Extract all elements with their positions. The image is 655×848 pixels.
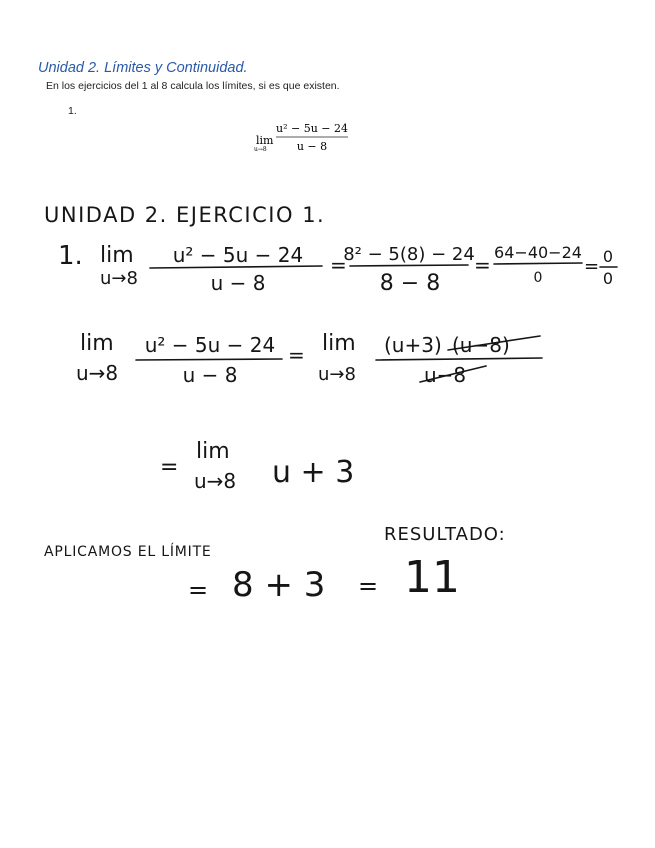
typeset-limit-expression	[250, 118, 360, 158]
hw-line3-lim: lim	[196, 439, 230, 464]
hw-heading: UNIDAD 2. EJERCICIO 1.	[44, 203, 326, 227]
hw-line1-index: 1.	[58, 241, 83, 271]
hw-line4-result: 11	[404, 552, 460, 603]
hw-line2-fnum-b: (u−8)	[452, 333, 510, 357]
hw-line2-sub: u→8	[76, 361, 119, 385]
hw-result-label: RESULTADO:	[384, 524, 506, 545]
hw-line2-fnum-a: (u+3)	[384, 333, 442, 357]
hw-line3-expr: u + 3	[272, 455, 355, 490]
typeset-lim-sub: u→8	[254, 146, 267, 153]
hw-line4-eq1: =	[188, 576, 209, 604]
hw-line1-sub-num: 8² − 5(8) − 24	[343, 244, 475, 265]
hw-line2-sub2: u→8	[318, 364, 356, 385]
hw-line4-expr: 8 + 3	[232, 565, 326, 605]
hw-line1-sub: u→8	[100, 268, 138, 289]
hw-line1-sub-bar	[350, 265, 468, 266]
hw-apply-label: APLICAMOS EL LÍMITE	[44, 544, 212, 560]
hw-line1-eq2: =	[474, 253, 491, 277]
hw-line2-lim: lim	[80, 331, 114, 356]
hw-line1-calc-num: 64−40−24	[494, 243, 582, 262]
hw-line3-sub: u→8	[194, 469, 237, 493]
hw-line1-den: u − 8	[210, 271, 266, 295]
hw-line1-result-den: 0	[602, 269, 614, 288]
instructions-text: En los ejercicios del 1 al 8 calcula los límites, si es que existen.	[46, 80, 340, 92]
typeset-numerator: u² − 5u − 24	[276, 122, 348, 135]
hw-line2-lim2: lim	[322, 331, 356, 356]
hw-line1-eq1: =	[330, 253, 347, 277]
hw-line2-eq: =	[288, 343, 305, 367]
hw-line2-den: u − 8	[182, 363, 238, 387]
hw-line1-calc-bar	[494, 263, 582, 264]
hw-line4-eq2: =	[358, 572, 379, 600]
hw-line1-lim: lim	[100, 243, 134, 268]
hw-line1-result-num: 0	[602, 247, 614, 266]
typeset-lim: lim	[256, 134, 274, 147]
hw-line1-sub-den: 8 − 8	[379, 271, 441, 296]
handwritten-solution	[0, 190, 655, 620]
hw-line2-fden: u−8	[424, 363, 467, 387]
hw-line2-bar	[136, 359, 282, 360]
unit-title: Unidad 2. Límites y Continuidad.	[38, 60, 248, 76]
hw-line1-calc-den: 0	[533, 270, 543, 286]
hw-line3-eq: =	[160, 455, 179, 480]
exercise-number: 1.	[68, 105, 77, 117]
hw-line1-num: u² − 5u − 24	[172, 243, 304, 267]
typeset-denominator: u − 8	[296, 140, 328, 153]
hw-line1-eq3: =	[584, 256, 600, 277]
hw-line2-num: u² − 5u − 24	[144, 333, 276, 357]
hw-line2-fbar	[376, 358, 542, 360]
